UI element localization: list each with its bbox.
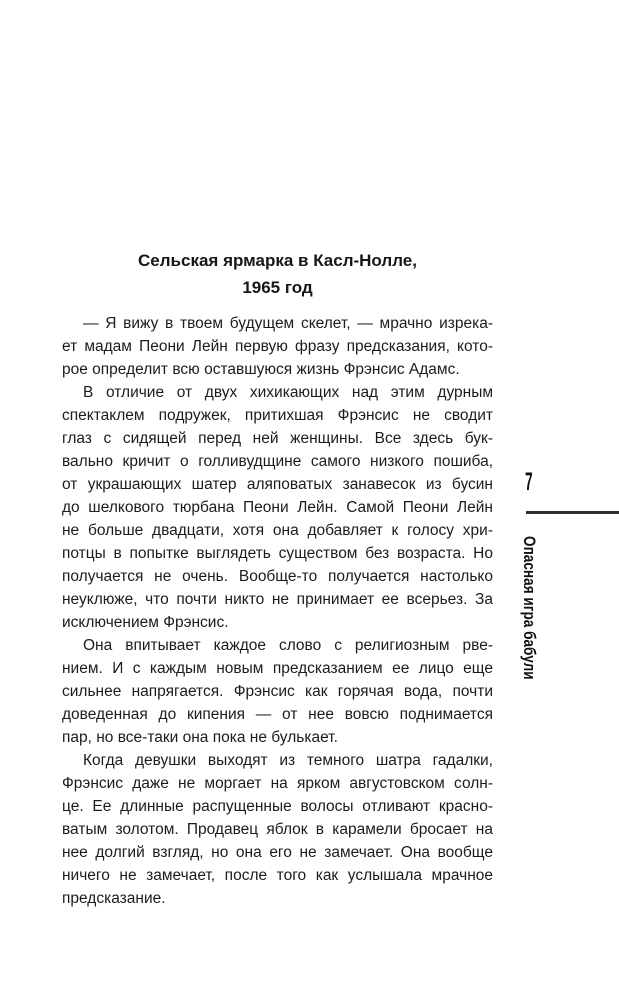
text-line: — Я вижу в твоем будущем скелет, — мрачно изрека- <box>83 315 493 332</box>
text-line: Фрэнсис даже не моргает на ярком августовском солн- <box>62 775 493 792</box>
book-title-vertical: Опасная игра бабули <box>520 536 539 680</box>
text-line: спектаклем подружек, притихшая Фрэнсис не сводит <box>62 407 493 424</box>
text-line: неуклюже, что почти никто не принимает ее всерьез. За <box>62 591 493 608</box>
chapter-title <box>62 247 493 301</box>
text-line: це. Ее длинные распущенные волосы отливают красно- <box>62 798 493 815</box>
text-line: рое определит всю оставшуюся жизнь Фрэнсис Адамс. <box>62 361 460 378</box>
chapter-title-line-2: 1965 год <box>242 278 313 297</box>
text-line: не больше двадцати, хотя она добавляет к голосу хри- <box>62 522 493 539</box>
text-line: потцы в попытке выглядеть существом без возраста. Но <box>62 545 493 562</box>
text-line: сильнее напрягается. Фрэнсис как горячая вода, почти <box>62 683 493 700</box>
text-line: доведенная до кипения — от нее вовсю поднимается <box>62 706 493 723</box>
text-line: ет мадам Пеони Лейн первую фразу предсказания, кото- <box>62 338 493 355</box>
text-line: предсказание. <box>62 890 166 907</box>
body-text <box>62 312 493 910</box>
text-line: от украшающих шатер аляповатых занавесок из бусин <box>62 476 493 493</box>
text-line: Она впитывает каждое слово с религиозным рве- <box>83 637 493 654</box>
text-line: пар, но все-таки она пока не булькает. <box>62 729 338 746</box>
text-line: получается не очень. Вообще-то получается настолько <box>62 568 493 585</box>
text-line: ватым золотом. Продавец яблок в карамели бросает на <box>62 821 493 838</box>
text-line: В отличие от двух хихикающих над этим дурным <box>83 384 493 401</box>
margin-rule <box>526 511 619 514</box>
text-line: нием. И с каждым новым предсказанием ее лицо еще <box>62 660 493 677</box>
text-line: нее долгий взгляд, но она его не замечает. Она вообще <box>62 844 493 861</box>
text-line: ничего не замечает, после того как услышала мрачное <box>62 867 493 884</box>
text-line: Когда девушки выходят из темного шатра гадалки, <box>83 752 493 769</box>
text-line: исключением Фрэнсис. <box>62 614 229 631</box>
text-line: до шелкового тюрбана Пеони Лейн. Самой Пеони Лейн <box>62 499 493 516</box>
text-column <box>62 247 493 910</box>
page-number: 7 <box>525 468 533 496</box>
text-line: вально кричит о голливудщине самого низкого пошиба, <box>62 453 493 470</box>
text-line: глаз с сидящей перед ней женщины. Все здесь бук- <box>62 430 493 447</box>
chapter-title-line-1: Сельская ярмарка в Касл-Нолле, <box>138 251 417 270</box>
